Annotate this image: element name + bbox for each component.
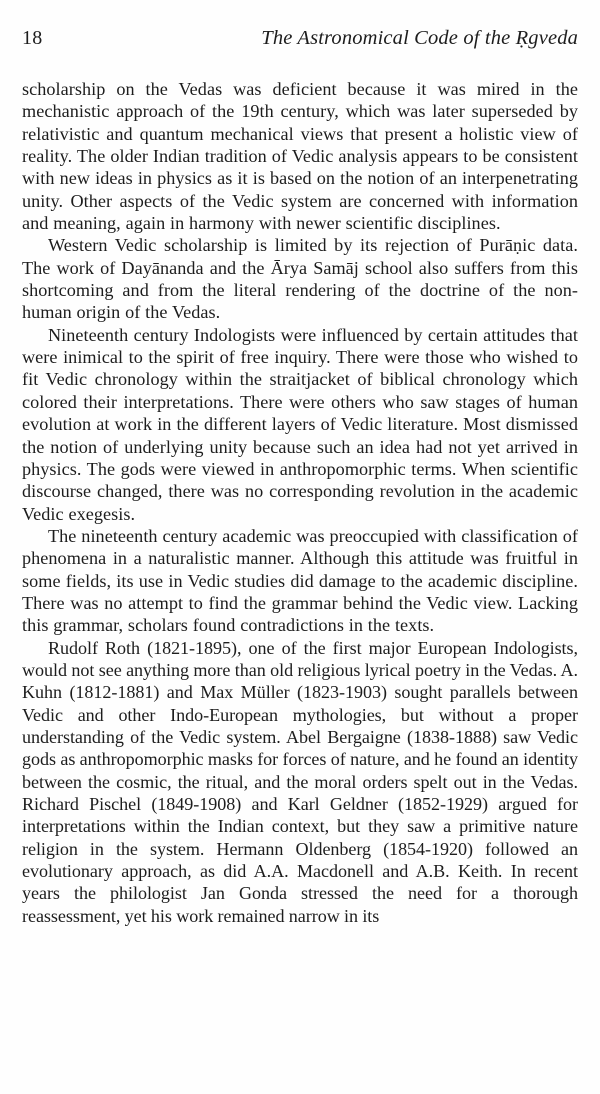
page-number: 18 [22,27,43,49]
paragraph-nineteenth-century-academic: The nineteenth century academic was preoccupied with classification of phenomena in a naturalistic manner. Although this attitude was fruitful in some fields, its use in Vedic studies did damage to the academic discipline. There was no attempt to find the grammar behind the Vedic view. Lacking this grammar, scholars found contradictions in the texts. [22,525,578,636]
paragraph-rudolf-roth: Rudolf Roth (1821-1895), one of the first major European Indologists, would not see anything more than old religious lyrical poetry in the Vedas. A. Kuhn (1812-1881) and Max Müller (1823-1903) sought parallels between Vedic and other Indo-European mythologies, but without a proper understanding of the Vedic system. Abel Bergaigne (1838-1888) saw Vedic gods as anthropomorphic masks for forces of nature, and he found an identity between the cosmic, the ritual, and the moral orders spelt out in the Vedas. Richard Pischel (1849-1908) and Karl Geldner (1852-1929) argued for interpretations within the Indian context, but they saw a primitive nature religion in the system. Hermann Oldenberg (1854-1920) followed an evolutionary approach, as did A.A. Macdonell and A.B. Keith. In recent years the philologist Jan Gonda stressed the need for a thorough reassessment, yet his work remained narrow in its [22,637,578,926]
paragraph-western-vedic-scholarship: Western Vedic scholarship is limited by its rejection of Purāṇic data. The work of Dayānanda and the Ārya Samāj school also suffers from this shortcoming and from the literal rendering of the doctrine of the non-human origin of the Vedas. [22,235,578,323]
running-head-title: The Astronomical Code of the Ṛgveda [261,27,578,49]
running-head [22,26,578,50]
body-text-block [22,78,578,927]
paragraph-nineteenth-century-indologists: Nineteenth century Indologists were influenced by certain attitudes that were inimical to the spirit of free inquiry. There were those who wished to fit Vedic chronology within the straitjacket of biblical chronology which colored their interpretations. There were others who saw stages of human evolution at work in the different layers of Vedic literature. Most dismissed the notion of underlying unity because such an idea had not yet arrived in physics. The gods were viewed in anthropomorphic terms. When scientific discourse changed, there was no corresponding revolution in the academic Vedic exegesis. [22,324,578,524]
paragraph-continuation: scholarship on the Vedas was deficient because it was mired in the mechanistic approach of the 19th century, which was later superseded by relativistic and quantum mechanical views that present a holistic view of reality. The older Indian tradition of Vedic analysis appears to be consistent with new ideas in physics as it is based on the notion of an interpenetrating unity. Other aspects of the Vedic system are concerned with information and meaning, again in harmony with newer scientific disciplines. [22,79,578,234]
